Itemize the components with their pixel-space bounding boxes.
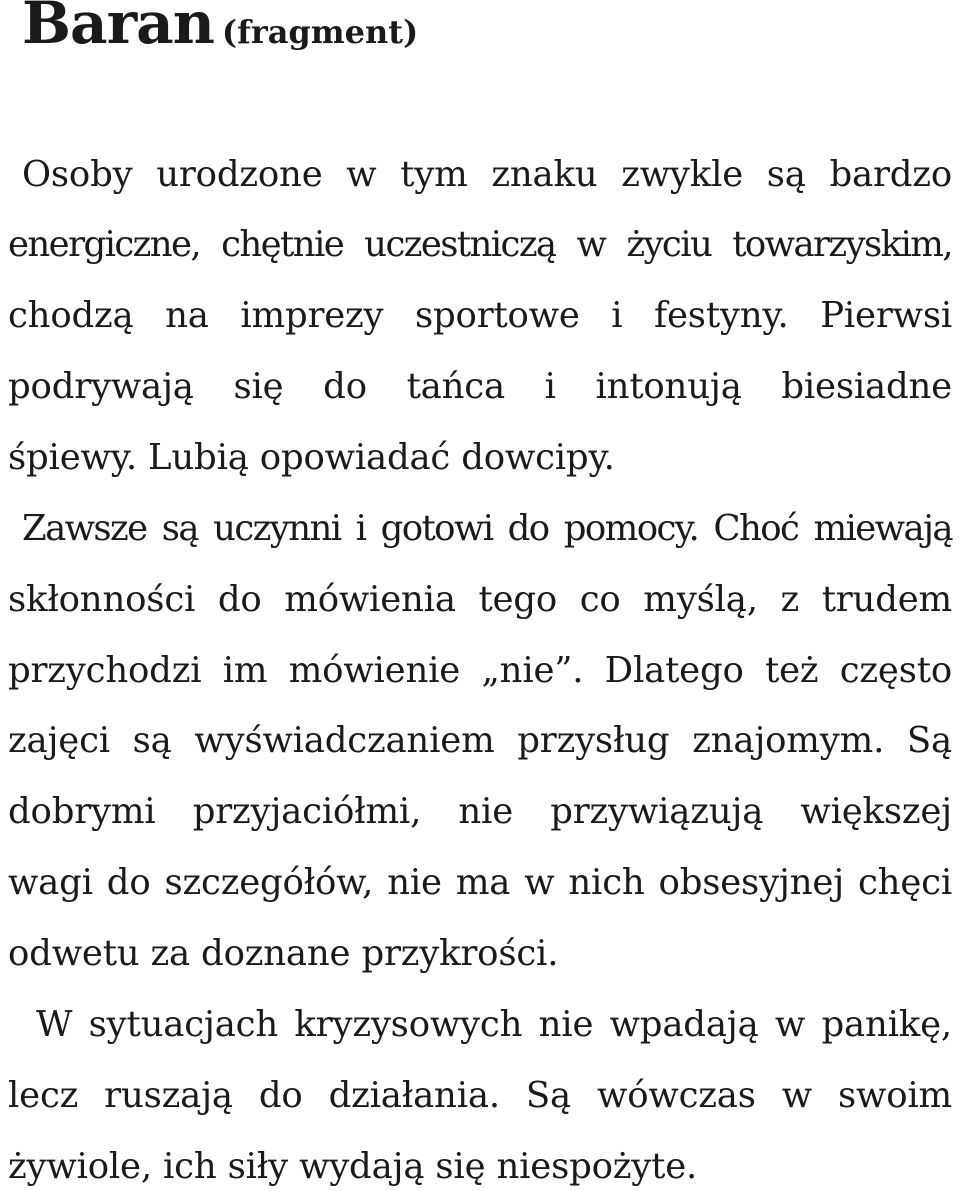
text-line: żywiole, ich siły wydają się niespożyte. [8, 1146, 698, 1187]
text-line: dobrymi przyjaciółmi, nie przywiązują większej [8, 791, 952, 832]
page-title [22, 0, 419, 57]
text-line: odwetu za doznane przykrości. [8, 933, 559, 974]
text-line: Osoby urodzone w tym znaku zwykle są bardzo [22, 154, 952, 195]
text-line: podrywają się do tańca i intonują biesiadne [8, 366, 952, 407]
text-line: chodzą na imprezy sportowe i festyny. Pierwsi [8, 295, 952, 336]
text-line: śpiewy. Lubią opowiadać dowcipy. [8, 437, 615, 478]
text-line: przychodzi im mówienie „nie”. Dlatego też często [8, 650, 952, 691]
title-main: Baran [22, 0, 214, 57]
text-line: Zawsze są uczynni i gotowi do pomocy. Choć miewają [22, 508, 952, 549]
text-line: skłonności do mówienia tego co myślą, z trudem [8, 579, 952, 620]
text-line: zajęci są wyświadczaniem przysług znajomym. Są [8, 720, 952, 761]
text-line: wagi do szczegółów, nie ma w nich obsesyjnej chęci [8, 862, 952, 903]
text-line: W sytuacjach kryzysowych nie wpadają w panikę, [36, 1004, 952, 1045]
text-line: energiczne, chętnie uczestniczą w życiu towarzyskim, [8, 224, 952, 265]
title-subtitle: (fragment) [221, 13, 419, 51]
text-line: lecz ruszają do działania. Są wówczas w swoim [8, 1075, 952, 1116]
